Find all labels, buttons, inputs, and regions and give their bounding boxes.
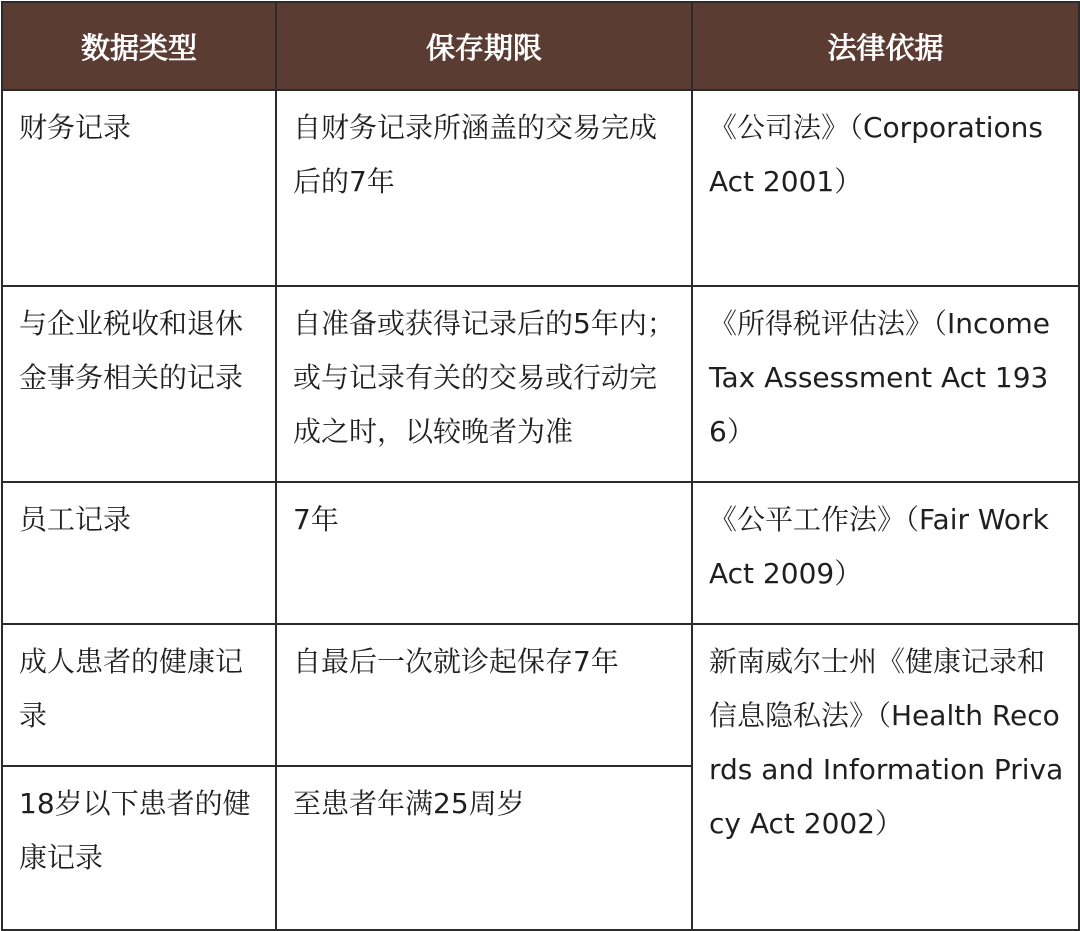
- header-legal-basis: 法律依据: [692, 2, 1079, 90]
- header-data-type: 数据类型: [2, 2, 276, 90]
- cell-retention-period: 至患者年满25周岁: [276, 766, 692, 930]
- cell-retention-period: 自最后一次就诊起保存7年: [276, 624, 692, 766]
- table-row: [2, 624, 1079, 766]
- cell-legal-basis: 《公司法》（Corporations Act 2001）: [692, 90, 1079, 286]
- cell-data-type: 与企业税收和退休金事务相关的记录: [2, 286, 276, 482]
- table-row: [2, 286, 1079, 482]
- cell-data-type: 财务记录: [2, 90, 276, 286]
- table-row: [2, 482, 1079, 624]
- cell-data-type: 成人患者的健康记录: [2, 624, 276, 766]
- table-row: [2, 90, 1079, 286]
- cell-retention-period: 自财务记录所涵盖的交易完成后的7年: [276, 90, 692, 286]
- cell-retention-period: 7年: [276, 482, 692, 624]
- retention-table: [1, 1, 1080, 931]
- cell-retention-period: 自准备或获得记录后的5年内；或与记录有关的交易或行动完成之时，以较晚者为准: [276, 286, 692, 482]
- table-header-row: [2, 2, 1079, 90]
- cell-legal-basis: 《所得税评估法》（Income Tax Assessment Act 1936）: [692, 286, 1079, 482]
- cell-data-type: 18岁以下患者的健康记录: [2, 766, 276, 930]
- header-retention-period: 保存期限: [276, 2, 692, 90]
- cell-legal-basis: 新南威尔士州《健康记录和信息隐私法》（Health Records and Information Privacy Act 2002）: [692, 624, 1079, 930]
- cell-legal-basis: 《公平工作法》（Fair Work Act 2009）: [692, 482, 1079, 624]
- cell-data-type: 员工记录: [2, 482, 276, 624]
